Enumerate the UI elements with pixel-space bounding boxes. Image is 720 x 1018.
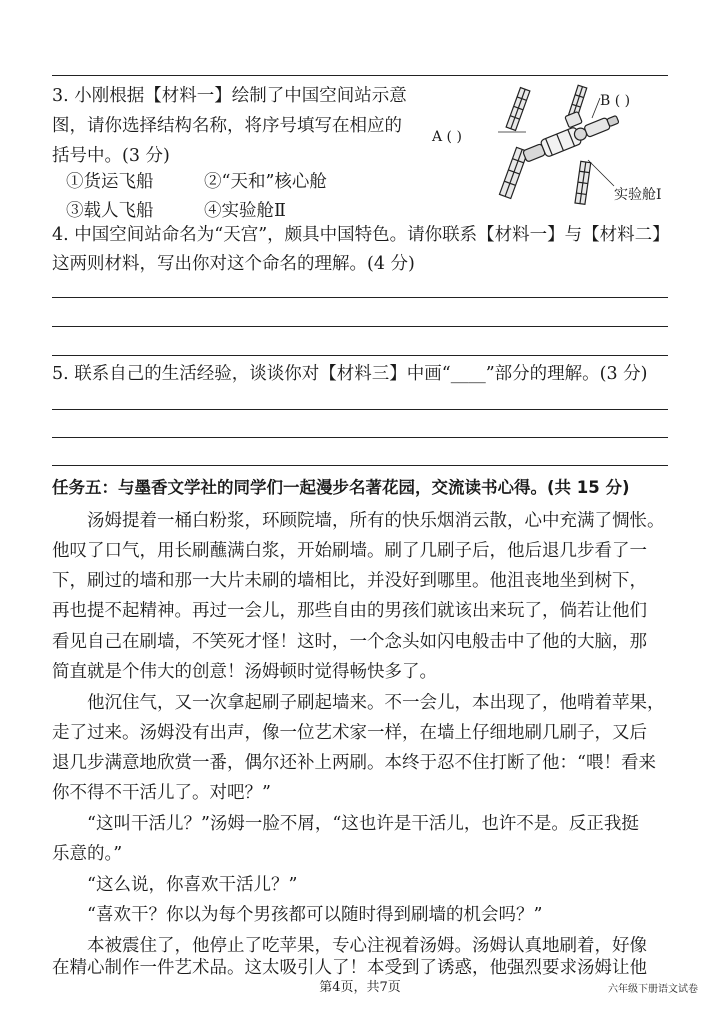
solar-panel-lower-right: [575, 161, 591, 204]
answer-line[interactable]: [52, 465, 668, 466]
q3-line-2: 图，请你选择结构名称，将序号填写在相应的: [52, 116, 402, 136]
passage-line: 再也提不起精神。再过一会儿，那些自由的男孩们就该出来玩了，倘若让他们: [52, 601, 647, 621]
diagram-label-lab: 实验舱Ⅰ: [614, 187, 662, 203]
passage-line: 汤姆提着一桶白粉浆，环顾院墙，所有的快乐烟消云散，心中充满了惆怅。: [52, 511, 665, 531]
passage-line: 看见自己在刷墙，不笑死才怪！这时，一个念头如闪电般击中了他的大脑，那: [52, 632, 647, 652]
passage-line: 简直就是个伟大的创意！汤姆顿时觉得畅快多了。: [52, 662, 437, 682]
passage-line: 在精心制作一件艺术品。这太吸引人了！本受到了诱惑，他强烈要求汤姆让他: [52, 958, 647, 978]
answer-line[interactable]: [52, 326, 668, 327]
solar-panel-upper-left: [506, 88, 530, 131]
passage-line: “这叫干活儿？”汤姆一脸不屑，“这也许是干活儿，也许不是。反正我挺: [52, 814, 639, 834]
answer-line[interactable]: [52, 355, 668, 356]
passage-line: 下，刷过的墙和那一大片未刷的墙相比，并没好到哪里。他沮丧地坐到树下，: [52, 571, 647, 591]
page-number: 第4页，共7页: [319, 980, 401, 995]
passage-line: 他叹了口气，用长刷蘸满白浆，开始刷墙。刷了几刷子后，他后退几步看了一: [52, 541, 647, 561]
answer-line[interactable]: [52, 409, 668, 410]
q5-line-1: 5. 联系自己的生活经验，谈谈你对【材料三】中画“____”部分的理解。(3 分): [52, 364, 648, 384]
passage-line: 乐意的。”: [52, 844, 123, 864]
q3-option-2: ②“天和”核心舱: [204, 172, 327, 192]
passage-line: 走了过来。汤姆没有出声，像一位艺术家一样，在墙上仔细地刷几刷子，又后: [52, 723, 647, 743]
q3-option-1: ①货运飞船: [66, 172, 154, 192]
answer-line[interactable]: [52, 297, 668, 298]
q3-line-3: 括号中。(3 分): [52, 146, 170, 166]
top-rule: [52, 75, 668, 76]
q4-line-1: 4. 中国空间站命名为“天宫”，颇具中国特色。请你联系【材料一】与【材料二】: [52, 225, 670, 245]
diagram-label-b: B ( ): [600, 93, 631, 109]
exam-title: 六年级下册语文试卷: [608, 984, 698, 995]
q3-option-3: ③载人飞船: [66, 201, 154, 221]
diagram-label-a: A ( ): [432, 129, 462, 145]
station-modules: [517, 99, 621, 165]
answer-line[interactable]: [52, 437, 668, 438]
q4-line-2: 这两则材料，写出你对这个命名的理解。(4 分): [52, 254, 415, 274]
task5-heading: 任务五：与墨香文学社的同学们一起漫步名著花园，交流读书心得。(共 15 分): [52, 478, 630, 497]
passage-line: “喜欢干？你以为每个男孩都可以随时得到刷墙的机会吗？”: [52, 905, 543, 925]
q3-line-1: 3. 小刚根据【材料一】绘制了中国空间站示意: [52, 86, 407, 106]
passage-line: 退几步满意地欣赏一番，偶尔还补上两刷。本终于忍不住打断了他：“喂！看来: [52, 753, 656, 773]
passage-line: 你不得不干活儿了。对吧？”: [52, 783, 271, 803]
passage-line: 他沉住气，又一次拿起刷子刷起墙来。不一会儿，本出现了，他啃着苹果，: [52, 693, 665, 713]
passage-line: “这么说，你喜欢干活儿？”: [52, 875, 298, 895]
passage-line: 本被震住了，他停止了吃苹果，专心注视着汤姆。汤姆认真地刷着，好像: [52, 936, 647, 956]
q3-option-4: ④实验舱Ⅱ: [204, 201, 286, 221]
space-station-diagram: [486, 84, 636, 214]
